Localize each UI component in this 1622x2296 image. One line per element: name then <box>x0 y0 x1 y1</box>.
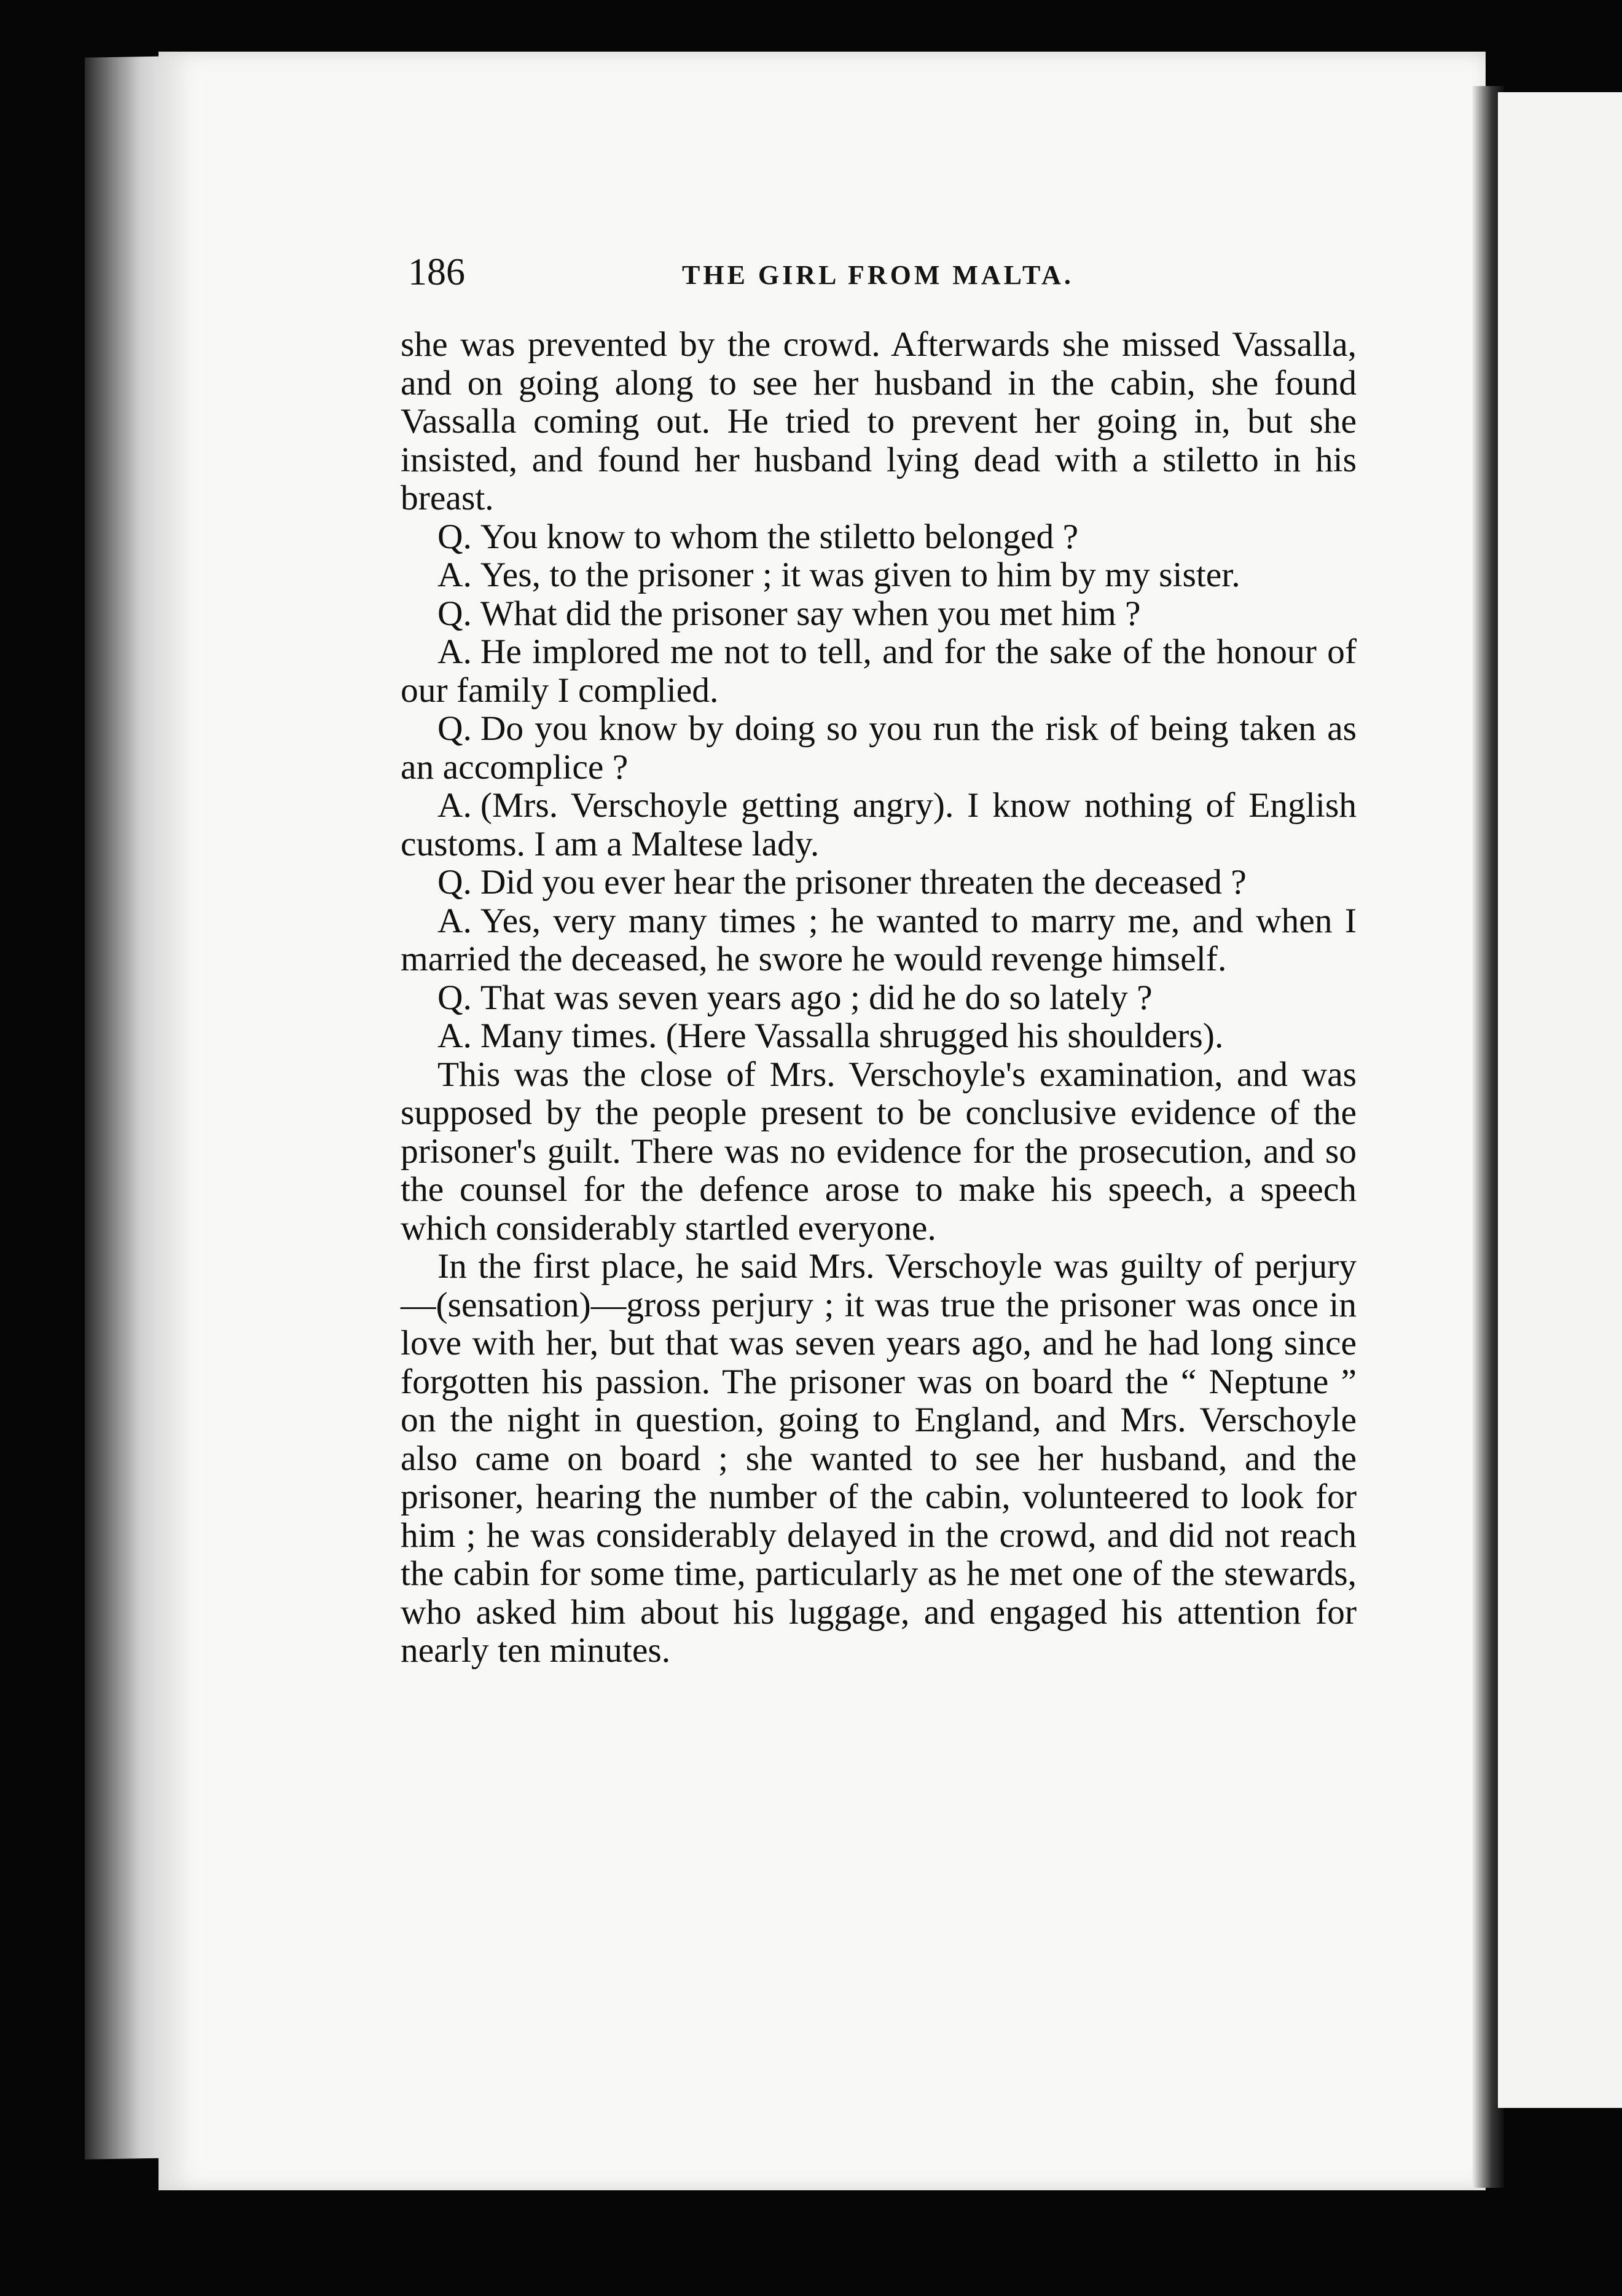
facing-page-edge <box>1498 92 1622 2108</box>
paragraph-text: Do you know by doing so you run the risk of being taken as an accomplice ? <box>401 709 1357 787</box>
paragraph-text: What did the prisoner say when you met him ? <box>480 594 1141 633</box>
qa-marker: A. <box>437 901 472 940</box>
paragraph-text: You know to whom the stiletto belonged ? <box>480 517 1079 556</box>
answer-line <box>401 787 1357 863</box>
question-line <box>401 979 1357 1018</box>
paragraph-text: Yes, very many times ; he wanted to marry me, and when I married the deceased, he swore he would revenge himself. <box>401 901 1357 978</box>
answer-line <box>401 633 1357 710</box>
question-line <box>401 710 1357 787</box>
page-number: 186 <box>408 251 465 293</box>
qa-marker: A. <box>437 556 472 594</box>
qa-marker: A. <box>437 1016 472 1055</box>
paragraph-text: (Mrs. Verschoyle getting angry). I know nothing of English customs. I am a Maltese lady. <box>401 786 1357 863</box>
qa-marker: Q. <box>437 863 472 902</box>
qa-marker: A. <box>437 632 472 671</box>
body-text <box>401 326 1357 1670</box>
question-line <box>401 595 1357 634</box>
paragraph <box>401 1248 1357 1670</box>
paragraph-text: That was seven years ago ; did he do so lately ? <box>480 978 1153 1017</box>
running-title: THE GIRL FROM MALTA. <box>682 260 1074 290</box>
answer-line <box>401 1017 1357 1056</box>
paragraph-text: Yes, to the prisoner ; it was given to him by my sister. <box>480 556 1240 594</box>
answer-line <box>401 902 1357 979</box>
paragraph-text: she was prevented by the crowd. Afterwards she missed Vassalla, and on going along to see her husband in the cabin, she found Vassalla coming out. He tried to prevent her going in, but she insisted, and found her husband lying dead with a stiletto in his breast. <box>401 325 1357 517</box>
paragraph-text: Did you ever hear the prisoner threaten the deceased ? <box>480 863 1247 902</box>
paragraph-text: Many times. (Here Vassalla shrugged his shoulders). <box>480 1016 1224 1055</box>
paragraph-text: This was the close of Mrs. Verschoyle's examination, and was supposed by the people present to be conclusive evidence of the prisoner's guilt. There was no evidence for the prosecution, and so the counsel for the defence arose to make his speech, a speech which considerably startled everyone. <box>401 1055 1357 1248</box>
paragraph-text: In the first place, he said Mrs. Verschoyle was guilty of perjury—(sensation)—gross perjury ; it was true the prisoner was once in love with her, but that was seven years ago, and he had long since forgotten his passion. The prisoner was on board the “ Neptune ” on the night in question, going to England, and Mrs. Verschoyle also came on board ; she wanted to see her husband, and the prisoner, hearing the number of the cabin, volunteered to look for him ; he was considerably delayed in the crowd, and did not reach the cabin for some time, particularly as he met one of the stewards, who asked him about his luggage, and engaged his attention for nearly ten minutes. <box>401 1247 1357 1670</box>
question-line <box>401 863 1357 902</box>
qa-marker: Q. <box>437 517 472 556</box>
paragraph <box>401 1056 1357 1248</box>
running-head <box>408 245 1366 300</box>
answer-line <box>401 556 1357 595</box>
question-line <box>401 518 1357 557</box>
qa-marker: A. <box>437 786 472 825</box>
qa-marker: Q. <box>437 709 472 748</box>
qa-marker: Q. <box>437 978 472 1017</box>
qa-marker: Q. <box>437 594 472 633</box>
paragraph-continuation <box>401 326 1357 518</box>
paragraph-text: He implored me not to tell, and for the sake of the honour of our family I complied. <box>401 632 1357 710</box>
